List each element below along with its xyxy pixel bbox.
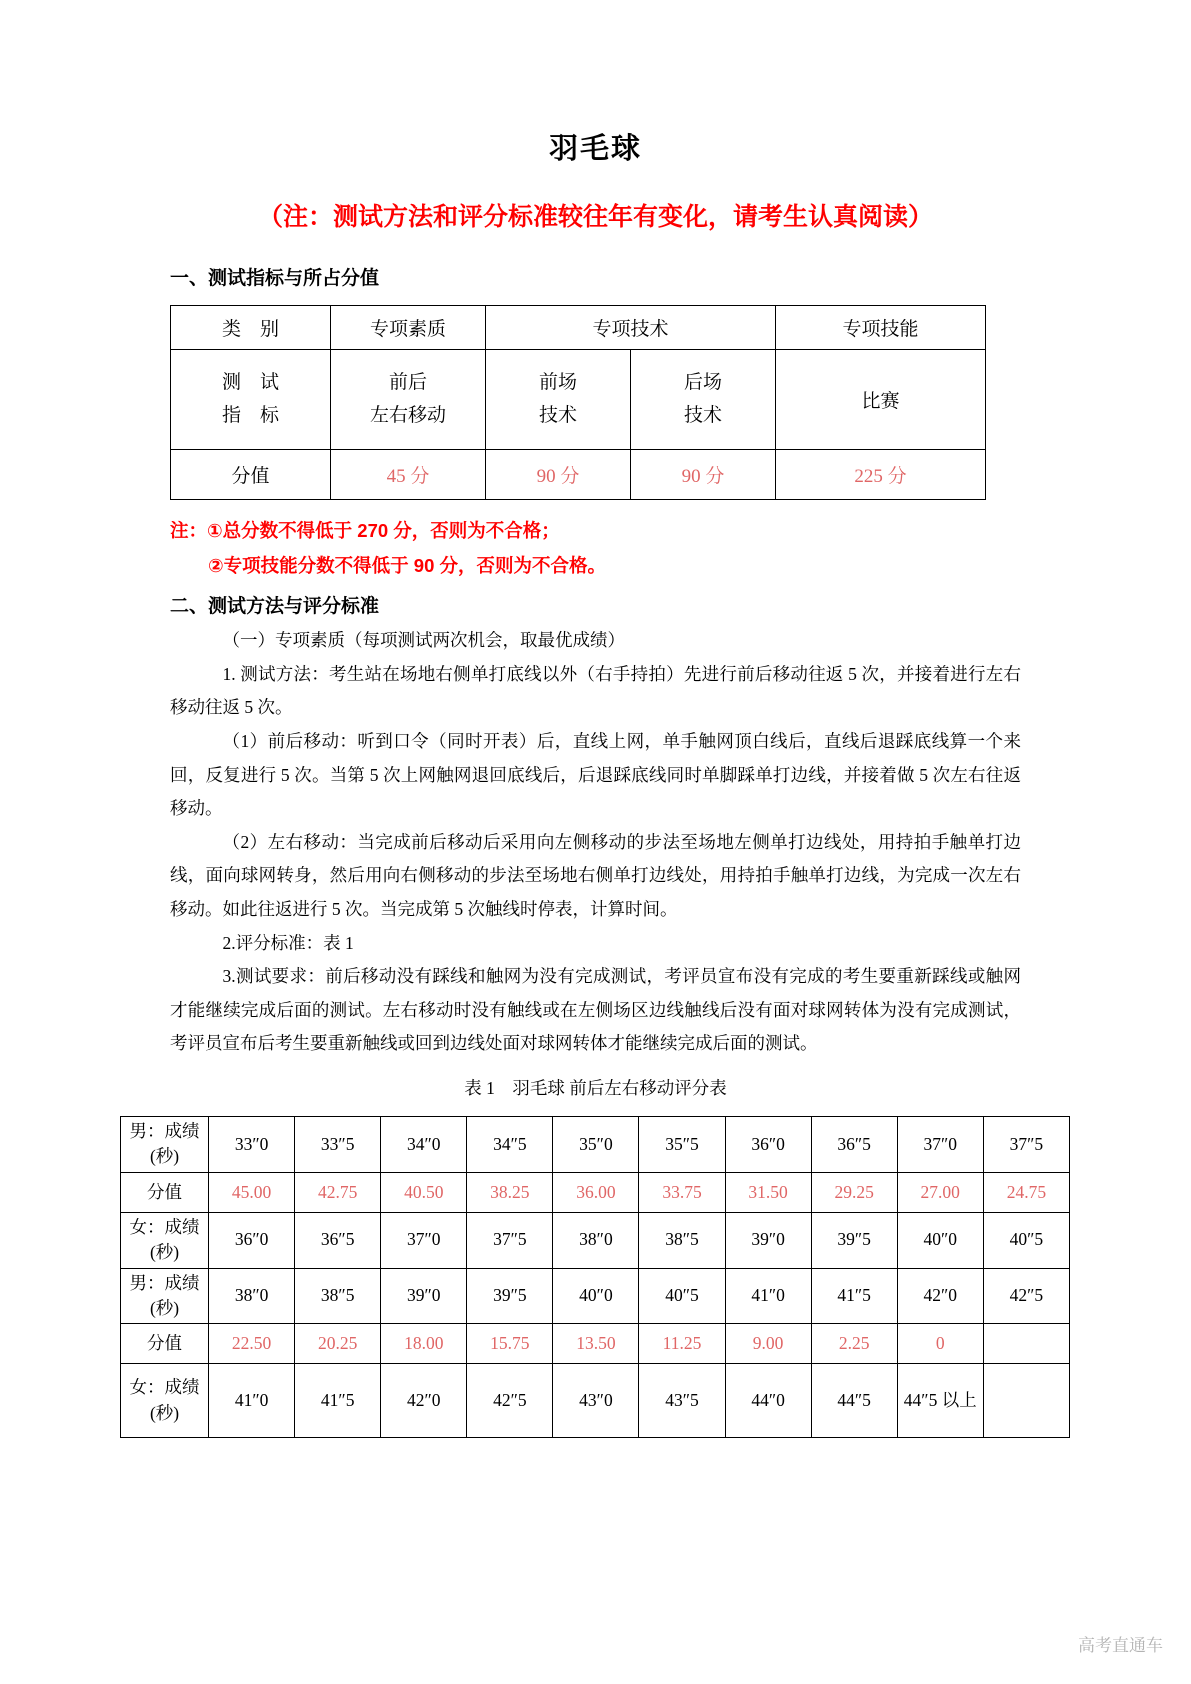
score-cell: 33″0 bbox=[209, 1117, 295, 1173]
header-skill: 专项技能 bbox=[776, 306, 986, 350]
score-cell: 13.50 bbox=[553, 1324, 639, 1364]
body-paragraph: （2）左右移动：当完成前后移动后采用向左侧移动的步法至场地左侧单打边线处，用持拍手触单打边线，面向球网转身，然后用向右侧移动的步法至场地右侧单打边线处，用持拍手触单打边线，为完成一次左右移动。如此往返进行 5 次。当完成第 5 次触线时停表，计算时间。 bbox=[170, 831, 1021, 920]
cell-score-label: 分值 bbox=[171, 450, 331, 500]
score-cell: 37″5 bbox=[983, 1117, 1069, 1173]
score-cell: 43″0 bbox=[553, 1364, 639, 1438]
score-cell: 36″0 bbox=[209, 1212, 295, 1268]
score-cell: 38″5 bbox=[639, 1212, 725, 1268]
indicator-label-line2: 指 标 bbox=[221, 404, 279, 426]
score-cell: 42″5 bbox=[467, 1364, 553, 1438]
score-cell: 38.25 bbox=[467, 1172, 553, 1212]
page-title: 羽毛球 bbox=[548, 133, 642, 165]
change-notice: （注：测试方法和评分标准较往年有变化，请考生认真阅读） bbox=[257, 203, 933, 231]
cell-score-back: 90 分 bbox=[631, 450, 776, 500]
cell-skill-indicator: 比赛 bbox=[776, 350, 986, 450]
row-label: 分值 bbox=[121, 1172, 209, 1212]
indicator-header-row bbox=[171, 306, 986, 350]
score-cell: 35″5 bbox=[639, 1117, 725, 1173]
score-cell: 36″5 bbox=[295, 1212, 381, 1268]
score-cell: 42.75 bbox=[295, 1172, 381, 1212]
cell-back-technique bbox=[631, 350, 776, 450]
score-cell: 27.00 bbox=[897, 1172, 983, 1212]
score-cell: 38″5 bbox=[295, 1268, 381, 1324]
cell-score-skill: 225 分 bbox=[776, 450, 986, 500]
score-cell: 37″0 bbox=[897, 1117, 983, 1173]
score-cell: 40″5 bbox=[983, 1212, 1069, 1268]
score-cell: 39″0 bbox=[381, 1268, 467, 1324]
score-cell: 39″5 bbox=[811, 1212, 897, 1268]
front-line1: 前场 bbox=[538, 372, 577, 394]
row-label: 男：成绩(秒) bbox=[121, 1117, 209, 1173]
score-table-row bbox=[121, 1324, 1070, 1364]
score-cell bbox=[983, 1364, 1069, 1438]
score-table-row bbox=[121, 1172, 1070, 1212]
score-cell: 36.00 bbox=[553, 1172, 639, 1212]
score-cell: 2.25 bbox=[811, 1324, 897, 1364]
score-cell: 0 bbox=[897, 1324, 983, 1364]
row-label: 男：成绩(秒) bbox=[121, 1268, 209, 1324]
score-cell: 33.75 bbox=[639, 1172, 725, 1212]
score-cell: 11.25 bbox=[639, 1324, 725, 1364]
header-technique: 专项技术 bbox=[486, 306, 776, 350]
row-label: 女：成绩(秒) bbox=[121, 1364, 209, 1438]
score-table-row bbox=[121, 1212, 1070, 1268]
score-cell: 44″0 bbox=[725, 1364, 811, 1438]
score-cell: 34″5 bbox=[467, 1117, 553, 1173]
back-line2: 技术 bbox=[684, 404, 723, 426]
score-cell: 44″5 bbox=[811, 1364, 897, 1438]
score-cell bbox=[983, 1324, 1069, 1364]
note-line-1: 注：①总分数不得低于 270 分，否则为不合格； bbox=[170, 520, 560, 541]
score-cell: 42″0 bbox=[381, 1364, 467, 1438]
row-label: 女：成绩(秒) bbox=[121, 1212, 209, 1268]
score-cell: 22.50 bbox=[209, 1324, 295, 1364]
score-cell: 43″5 bbox=[639, 1364, 725, 1438]
body-paragraph: 1. 测试方法：考生站在场地右侧单打底线以外（右手持拍）先进行前后移动往返 5 次，并接着进行左右移动往返 5 次。 bbox=[170, 663, 1021, 718]
indicator-row bbox=[171, 350, 986, 450]
score-cell: 36″5 bbox=[811, 1117, 897, 1173]
score-cell: 36″0 bbox=[725, 1117, 811, 1173]
score-cell: 42″0 bbox=[897, 1268, 983, 1324]
score-value-row bbox=[171, 450, 986, 500]
score-cell: 44″5 以上 bbox=[897, 1364, 983, 1438]
score-cell: 41″5 bbox=[811, 1268, 897, 1324]
body-paragraph: 3.测试要求：前后移动没有踩线和触网为没有完成测试，考评员宣布没有完成的考生要重新踩线或触网才能继续完成后面的测试。左右移动时没有触线或在左侧场区边线触线后没有面对球网转体为没有完成测试，考评员宣布后考生要重新触线或回到边线处面对球网转体才能继续完成后面的测试。 bbox=[170, 966, 1021, 1054]
cell-score-quality: 45 分 bbox=[331, 450, 486, 500]
note-line-2: ②专项技能分数不得低于 90 分，否则为不合格。 bbox=[208, 555, 607, 577]
indicator-label-line1: 测 试 bbox=[221, 372, 279, 394]
section2-heading: 二、测试方法与评分标准 bbox=[170, 596, 380, 618]
score-cell: 18.00 bbox=[381, 1324, 467, 1364]
front-line2: 技术 bbox=[538, 404, 577, 426]
method-paragraphs bbox=[170, 624, 1021, 1061]
score-table bbox=[120, 1116, 1070, 1438]
score-table-caption: 表 1 羽毛球 前后左右移动评分表 bbox=[464, 1078, 727, 1098]
body-paragraph: （一）专项素质（每项测试两次机会，取最优成绩） bbox=[222, 630, 625, 651]
score-cell: 34″0 bbox=[381, 1117, 467, 1173]
score-cell: 40.50 bbox=[381, 1172, 467, 1212]
back-line1: 后场 bbox=[684, 372, 723, 394]
score-cell: 41″0 bbox=[725, 1268, 811, 1324]
cell-quality-indicator bbox=[331, 350, 486, 450]
cell-front-technique bbox=[486, 350, 631, 450]
score-cell: 29.25 bbox=[811, 1172, 897, 1212]
score-cell: 37″0 bbox=[381, 1212, 467, 1268]
body-paragraph: （1）前后移动：听到口令（同时开表）后，直线上网，单手触网顶白线后，直线后退踩底线算一个来回，反复进行 5 次。当第 5 次上网触网退回底线后，后退踩底线同时单脚踩单打边线，并接着做 5 次左右往返移动。 bbox=[170, 731, 1021, 819]
indicator-table bbox=[170, 305, 986, 500]
score-cell: 33″5 bbox=[295, 1117, 381, 1173]
score-cell: 31.50 bbox=[725, 1172, 811, 1212]
row-label: 分值 bbox=[121, 1324, 209, 1364]
score-cell: 40″5 bbox=[639, 1268, 725, 1324]
score-cell: 45.00 bbox=[209, 1172, 295, 1212]
score-cell: 38″0 bbox=[209, 1268, 295, 1324]
score-cell: 40″0 bbox=[553, 1268, 639, 1324]
score-cell: 39″0 bbox=[725, 1212, 811, 1268]
score-cell: 38″0 bbox=[553, 1212, 639, 1268]
score-cell: 15.75 bbox=[467, 1324, 553, 1364]
score-cell: 41″5 bbox=[295, 1364, 381, 1438]
score-cell: 42″5 bbox=[983, 1268, 1069, 1324]
score-cell: 40″0 bbox=[897, 1212, 983, 1268]
pass-requirement-notes bbox=[170, 513, 1021, 583]
watermark: 高考直通车 bbox=[1078, 1636, 1163, 1655]
score-cell: 39″5 bbox=[467, 1268, 553, 1324]
score-cell: 35″0 bbox=[553, 1117, 639, 1173]
score-cell: 41″0 bbox=[209, 1364, 295, 1438]
header-quality: 专项素质 bbox=[331, 306, 486, 350]
score-table-row bbox=[121, 1364, 1070, 1438]
cell-score-front: 90 分 bbox=[486, 450, 631, 500]
score-table-body bbox=[121, 1117, 1070, 1438]
score-table-row bbox=[121, 1117, 1070, 1173]
quality-line1: 前后 bbox=[388, 372, 427, 394]
quality-line2: 左右移动 bbox=[369, 404, 446, 426]
score-cell: 37″5 bbox=[467, 1212, 553, 1268]
body-paragraph: 2.评分标准：表 1 bbox=[222, 932, 354, 953]
header-category: 类 别 bbox=[171, 306, 331, 350]
section1-heading: 一、测试指标与所占分值 bbox=[170, 268, 380, 289]
score-table-row bbox=[121, 1268, 1070, 1324]
score-cell: 20.25 bbox=[295, 1324, 381, 1364]
cell-test-indicator bbox=[171, 350, 331, 450]
score-cell: 24.75 bbox=[983, 1172, 1069, 1212]
score-cell: 9.00 bbox=[725, 1324, 811, 1364]
